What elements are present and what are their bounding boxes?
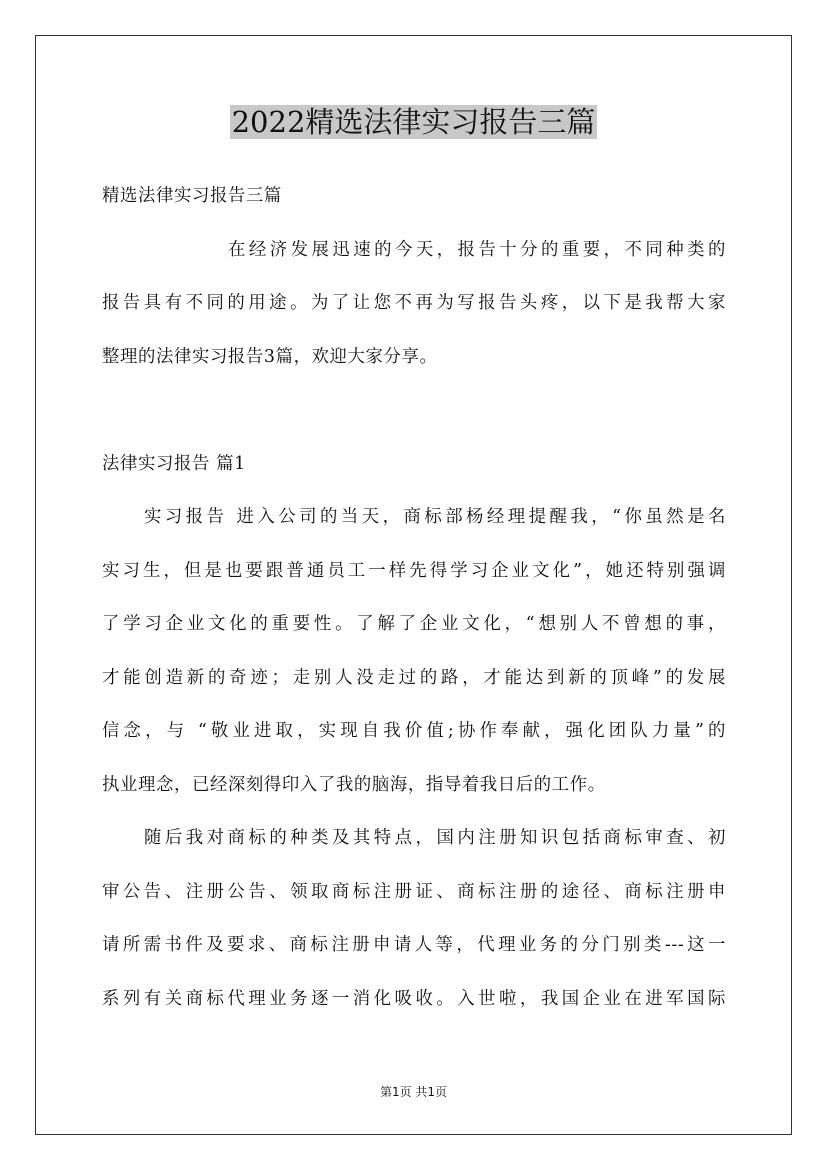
text-line: 法律实习报告 篇1 [102, 453, 246, 474]
text-line: 实习报告 进入公司的当天，商标部杨经理提醒我，“你虽然是名 [144, 507, 726, 527]
text-line: 报告具有不同的用途。为了让您不再为写报告头疼，以下是我帮大家 [102, 293, 726, 313]
text-line: 在经济发展迅速的今天，报告十分的重要，不同种类的 [228, 239, 726, 260]
text-line: 系列有关商标代理业务逐一消化吸收。入世啦，我国企业在进军国际 [102, 988, 726, 1009]
document-title: 2022精选法律实习报告三篇 [231, 105, 596, 139]
text-line: 审公告、注册公告、领取商标注册证、商标注册的途径、商标注册申 [102, 881, 726, 902]
text-line: 才能创造新的奇迹；走别人没走过的路，才能达到新的顶峰”的发展 [102, 667, 726, 688]
document-body [102, 170, 726, 1026]
document-title-wrap [0, 100, 827, 141]
text-line: 信念，与 “敬业进取，实现自我价值;协作奉献，强化团队力量”的 [102, 721, 726, 741]
text-line: 请所需书件及要求、商标注册申请人等，代理业务的分门别类---这一 [102, 935, 726, 955]
text-line: 实习生，但是也要跟普通员工一样先得学习企业文化”，她还特别强调 [102, 560, 726, 581]
page-footer: 第1页 共1页 [379, 1085, 448, 1099]
text-line: 精选法律实习报告三篇 [102, 186, 282, 206]
text-line: 了学习企业文化的重要性。了解了企业文化，“想别人不曾想的事， [102, 614, 726, 634]
text-line: 随后我对商标的种类及其特点，国内注册知识包括商标审查、初 [144, 828, 726, 848]
text-line [102, 384, 726, 438]
text-line: 执业理念，已经深刻得印入了我的脑海，指导着我日后的工作。 [102, 774, 606, 795]
text-line: 整理的法律实习报告3篇，欢迎大家分享。 [102, 346, 438, 367]
